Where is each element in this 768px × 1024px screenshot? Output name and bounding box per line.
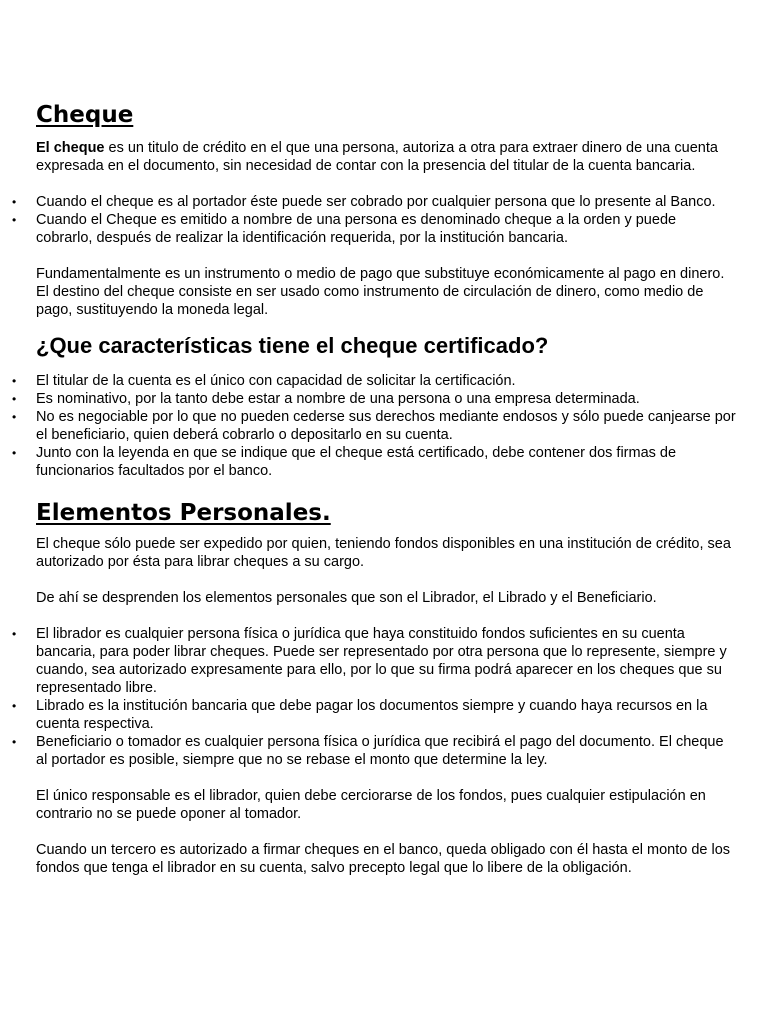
list-cheque-types <box>36 193 736 247</box>
paragraph-cheque-definition <box>36 139 736 175</box>
paragraph-tercero: Cuando un tercero es autorizado a firmar cheques en el banco, queda obligado con él hasta el monto de los fondos que tenga el librador en su cuenta, salvo precepto legal que lo libere de la obligación. <box>36 842 731 876</box>
definition-text: es un titulo de crédito en el que una persona, autoriza a otra para extraer dinero de una cuenta expresada en el documento, sin necesidad de contar con la presencia del titular de la cuenta bancaria. <box>36 140 718 174</box>
paragraph-fundamental: Fundamentalmente es un instrumento o medio de pago que substituye económicamente al pago en dinero. El destino del cheque consiste en ser usado como instrumento de circulación de dinero, como medio de pago, sustituyendo la moneda legal. <box>36 266 725 318</box>
list-item: • Cuando el cheque es al portador éste puede ser cobrado por cualquier persona que lo presente al Banco. <box>36 193 736 211</box>
paragraph-expedido: El cheque sólo puede ser expedido por quien, teniendo fondos disponibles en una institución de crédito, sea autorizado por ésta para librar cheques a su cargo. <box>36 536 731 570</box>
list-item: • Beneficiario o tomador es cualquier persona física o jurídica que recibirá el pago del documento. El cheque al portador es posible, siempre que no se rebase el monto que determine la ley. <box>36 733 736 769</box>
list-elementos-personales <box>36 625 736 769</box>
heading-elementos-personales: Elementos Personales. <box>36 500 331 526</box>
heading-cheque: Cheque <box>36 102 134 128</box>
list-item: • Cuando el Cheque es emitido a nombre de una persona es denominado cheque a la orden y puede cobrarlo, después de realizar la identificación requerida, por la institución bancaria. <box>36 211 736 247</box>
list-item: • El titular de la cuenta es el único con capacidad de solicitar la certificación. <box>36 372 736 390</box>
paragraph-responsable: El único responsable es el librador, quien debe cerciorarse de los fondos, pues cualquier estipulación en contrario no se puede oponer al tomador. <box>36 788 706 822</box>
document-page <box>36 100 736 877</box>
list-item: • Es nominativo, por la tanto debe estar a nombre de una persona o una empresa determinada. <box>36 390 736 408</box>
heading-cheque-certificado: ¿Que características tiene el cheque certificado? <box>36 333 549 358</box>
definition-term: El cheque <box>36 140 105 156</box>
paragraph-desprenden: De ahí se desprenden los elementos personales que son el Librador, el Librado y el Beneficiario. <box>36 590 657 606</box>
list-certificado-characteristics <box>36 372 736 480</box>
list-item: • El librador es cualquier persona física o jurídica que haya constituido fondos suficientes en su cuenta bancaria, para poder librar cheques. Puede ser representado por otra persona que lo represente, siempre y cuando, sea autorizado expresamente para ello, por lo que su firma podrá aparecer en los cheques que su representado libre. <box>36 625 736 697</box>
list-item: • Librado es la institución bancaria que debe pagar los documentos siempre y cuando haya recursos en la cuenta respectiva. <box>36 697 736 733</box>
list-item: • No es negociable por lo que no pueden cederse sus derechos mediante endosos y sólo puede canjearse por el beneficiario, quien deberá cobrarlo o depositarlo en su cuenta. <box>36 408 736 444</box>
list-item: • Junto con la leyenda en que se indique que el cheque está certificado, debe contener dos firmas de funcionarios facultados por el banco. <box>36 444 736 480</box>
